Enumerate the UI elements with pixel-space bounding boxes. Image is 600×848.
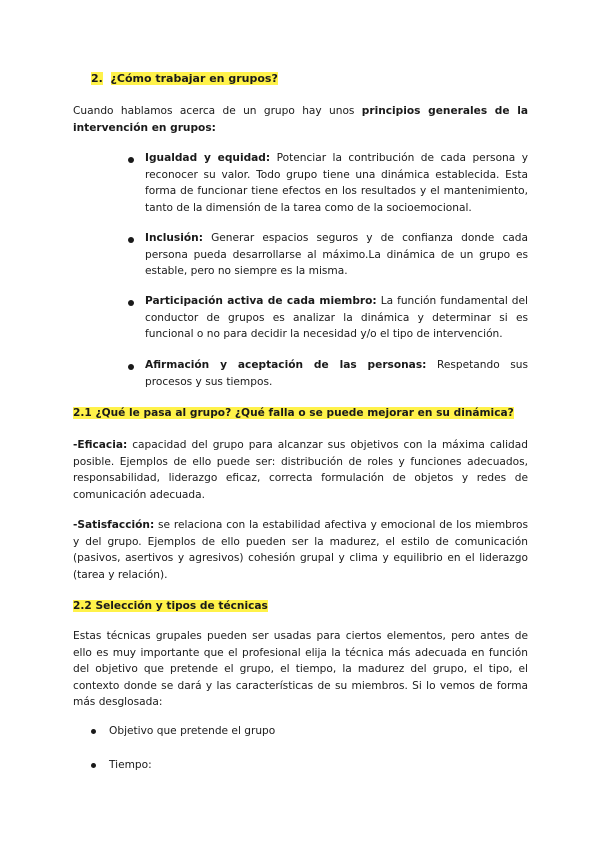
principle-item xyxy=(145,293,528,343)
list-item: Tiempo: xyxy=(109,759,152,771)
principle-item xyxy=(145,150,528,216)
section-2-number: 2. xyxy=(91,72,103,85)
principle-text: Generar espacios seguros y de confianza donde cada persona pueda desarrollarse al máximo.La dinámica de un grupo es estable, pero no siempre es la misma. xyxy=(145,232,528,277)
bullet-icon xyxy=(91,729,96,734)
eficacia-text: capacidad del grupo para alcanzar sus objetivos con la máxima calidad posible. Ejemplos de ello puede ser: distribución de roles y funciones adecuados, responsabilidad, liderazgo eficaz, correcta formulación de objetos y redes de comunicación adecuada. xyxy=(73,439,528,501)
intro-text: Cuando hablamos acerca de un grupo hay unos xyxy=(73,105,362,117)
bullet-icon xyxy=(128,300,134,306)
bullet-icon xyxy=(128,237,134,243)
principle-text: La función fundamental del conductor de grupos es analizar la dinámica y determinar si es funcional o no para decidir la necesidad y/o el tipo de intervención. xyxy=(145,295,528,340)
principle-item xyxy=(145,357,528,390)
section-2-title: ¿Cómo trabajar en grupos? xyxy=(110,72,278,85)
satisfaccion-paragraph xyxy=(73,517,528,583)
eficacia-paragraph xyxy=(73,437,528,503)
principle-term: Inclusión: xyxy=(145,232,203,244)
satisfaccion-text: se relaciona con la estabilidad afectiva y emocional de los miembros y del grupo. Ejemplos de ello pueden ser la madurez, el estilo de comunicación (pasivos, asertivos y agresivos) cohesión grupal y clima y equilibrio en el liderazgo (tarea y relación). xyxy=(73,519,528,581)
principle-term: Participación activa de cada miembro: xyxy=(145,295,377,307)
list-item: Objetivo que pretende el grupo xyxy=(109,725,276,737)
techniques-paragraph xyxy=(73,628,528,711)
eficacia-term: -Eficacia: xyxy=(73,439,128,451)
bullet-icon xyxy=(128,364,134,370)
satisfaccion-term: -Satisfacción: xyxy=(73,519,155,531)
section-2-1-title: 2.1 ¿Qué le pasa al grupo? ¿Qué falla o se puede mejorar en su dinámica? xyxy=(73,407,514,419)
section-2-heading xyxy=(91,72,278,86)
intro-bold-text: principios generales de la intervención en grupos: xyxy=(73,105,528,134)
intro-paragraph xyxy=(73,103,528,136)
section-2-2-heading xyxy=(73,599,268,613)
principle-text: Potenciar la contribución de cada persona y reconocer su valor. Todo grupo tiene una dinámica establecida. Esta forma de funcionar tiene efectos en los resultados y el mantenimiento, tanto de la dimensión de la tarea como de la socioemocional. xyxy=(145,152,528,214)
bullet-icon xyxy=(128,157,134,163)
bullet-icon xyxy=(91,763,96,768)
section-2-1-heading xyxy=(73,406,514,420)
principle-text: Respetando sus procesos y sus tiempos. xyxy=(145,359,529,388)
principle-term: Afirmación y aceptación de las personas: xyxy=(145,359,427,371)
section-2-2-title: 2.2 Selección y tipos de técnicas xyxy=(73,600,268,612)
techniques-text: Estas técnicas grupales pueden ser usadas para ciertos elementos, pero antes de ello es muy importante que el profesional elija la técnica más adecuada en función del objetivo que pretende el grupo, el tiempo, la madurez del grupo, el tipo, el contexto donde se dará y las características de su miembros. Si lo vemos de forma más desglosada: xyxy=(73,630,528,708)
principle-item xyxy=(145,230,528,280)
principle-term: Igualdad y equidad: xyxy=(145,152,271,164)
